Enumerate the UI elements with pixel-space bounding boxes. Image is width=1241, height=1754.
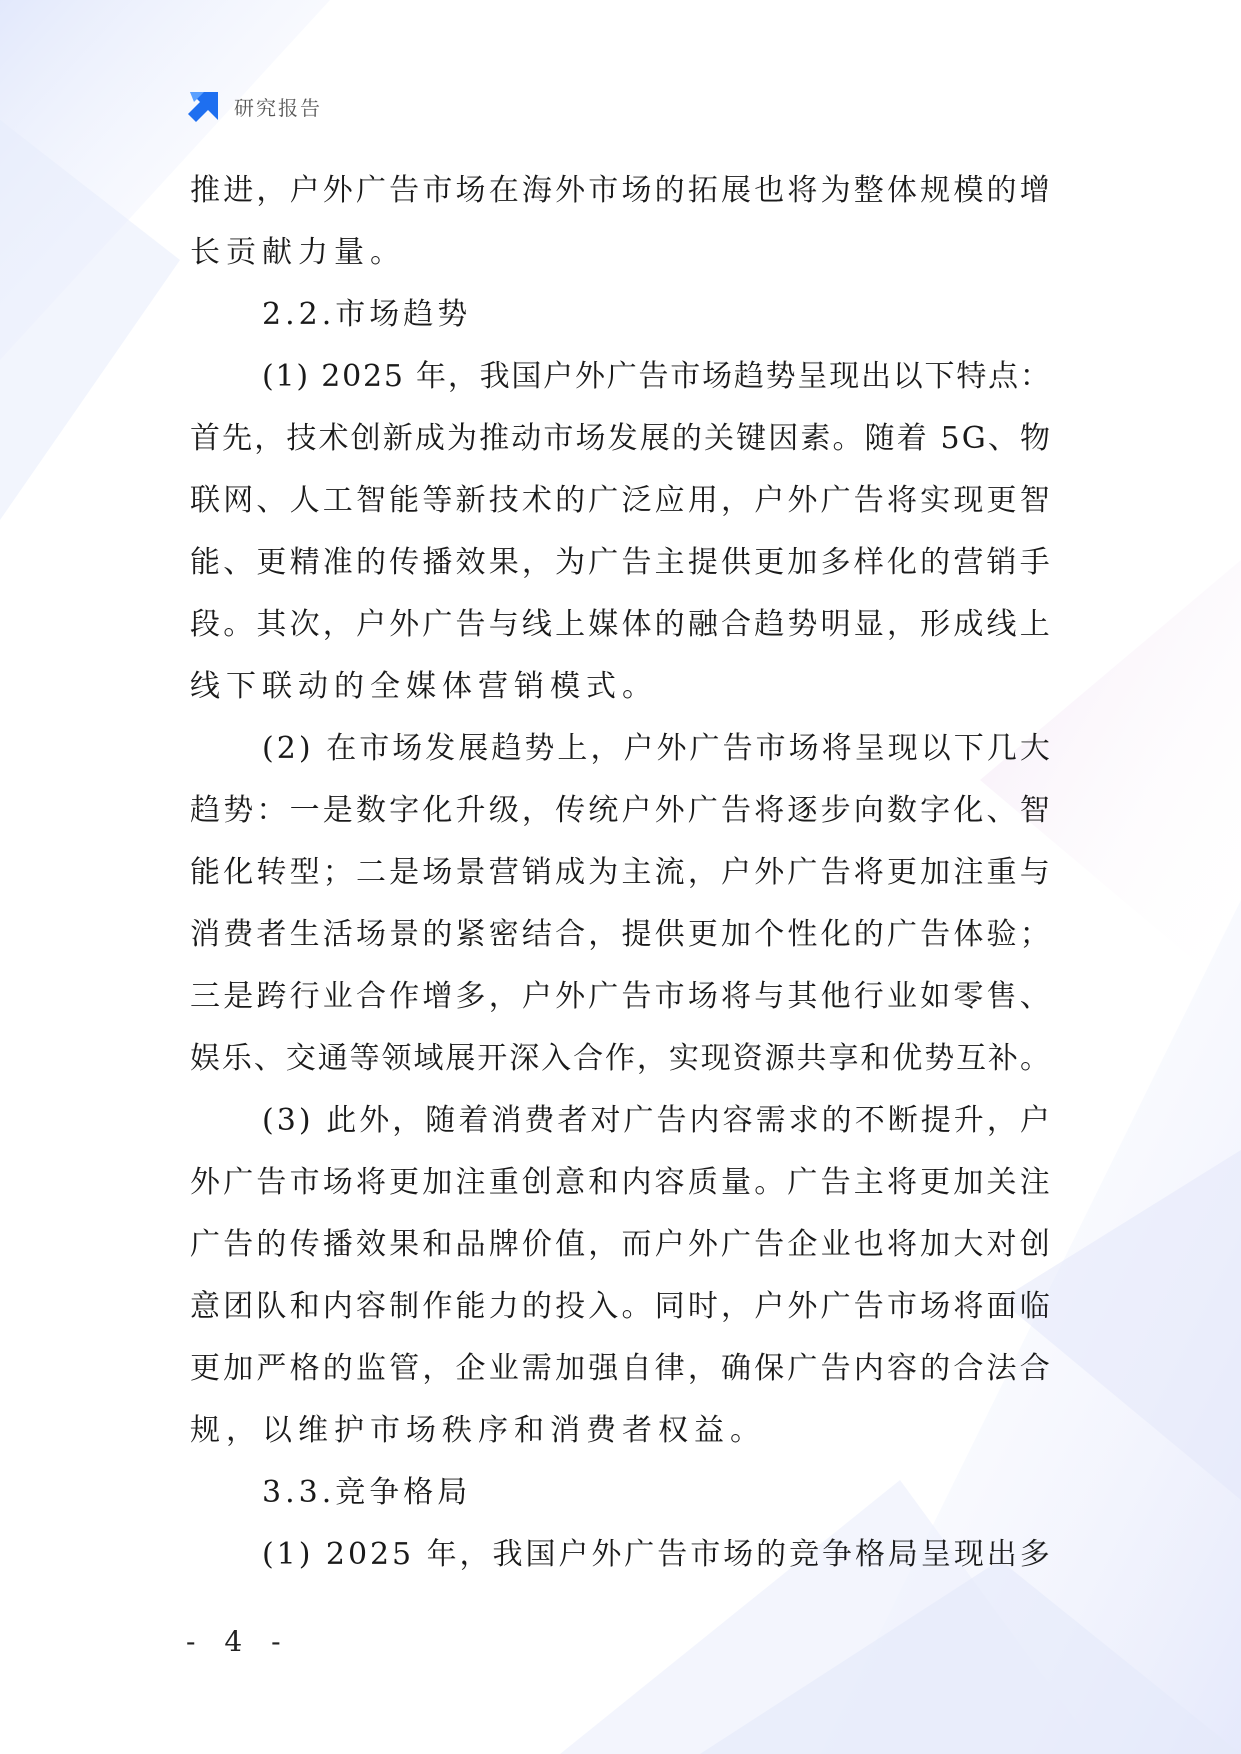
text-line: 线下联动的全媒体营销模式。 xyxy=(190,669,658,704)
header-title: 研究报告 xyxy=(234,95,322,120)
section-heading: 2.2.市场趋势 xyxy=(262,297,472,332)
text-line: 推 进 ， 户 外 广 告 市 场 在 海 外 市 场 的 拓 展 也 将 为 整 体 规 模 的 增 xyxy=(190,173,1050,208)
section-heading: 3.3.竞争格局 xyxy=(262,1475,472,1510)
text-line: 能 、 更 精 准 的 传 播 效 果 ， 为 广 告 主 提 供 更 加 多 样 化 的 营 销 手 xyxy=(190,545,1050,580)
body-text xyxy=(190,160,1050,1586)
text-line: 能 化 转 型 ； 二 是 场 景 营 销 成 为 主 流 ， 户 外 广 告 将 更 加 注 重 与 xyxy=(190,855,1050,890)
text-line: 段 。 其 次 ， 户 外 广 告 与 线 上 媒 体 的 融 合 趋 势 明 显 ， 形 成 线 上 xyxy=(190,607,1050,642)
text-line: 广 告 的 传 播 效 果 和 品 牌 价 值 ， 而 户 外 广 告 企 业 也 将 加 大 对 创 xyxy=(190,1227,1050,1262)
page-number: - 4 - xyxy=(186,1625,291,1658)
text-line: 娱 乐 、 交 通 等 领 域 展 开 深 入 合 作 ， 实 现 资 源 共 享 和 优 势 互 补 。 xyxy=(190,1041,1050,1076)
text-line: ( 1 ) 2 0 2 5 年 ， 我 国 户 外 广 告 市 场 趋 势 呈 现 出 以 下 特 点 ： xyxy=(262,359,1050,394)
text-line: 更 加 严 格 的 监 管 ， 企 业 需 加 强 自 律 ， 确 保 广 告 内 容 的 合 法 合 xyxy=(190,1351,1050,1386)
text-line: 规，以维护市场秩序和消费者权益。 xyxy=(190,1413,766,1448)
text-line: ( 3 ) 此 外 ， 随 着 消 费 者 对 广 告 内 容 需 求 的 不 断 提 升 ， 户 xyxy=(262,1103,1050,1138)
text-line: 三 是 跨 行 业 合 作 增 多 ， 户 外 广 告 市 场 将 与 其 他 行 业 如 零 售 、 xyxy=(190,979,1050,1014)
text-line: 趋 势 ： 一 是 数 字 化 升 级 ， 传 统 户 外 广 告 将 逐 步 向 数 字 化 、 智 xyxy=(190,793,1050,828)
text-line: 联 网 、 人 工 智 能 等 新 技 术 的 广 泛 应 用 ， 户 外 广 告 将 实 现 更 智 xyxy=(190,483,1050,518)
text-line: 外 广 告 市 场 将 更 加 注 重 创 意 和 内 容 质 量 。 广 告 主 将 更 加 关 注 xyxy=(190,1165,1050,1200)
text-line: 意 团 队 和 内 容 制 作 能 力 的 投 入 。 同 时 ， 户 外 广 告 市 场 将 面 临 xyxy=(190,1289,1050,1324)
text-line: 长贡献力量。 xyxy=(190,235,406,270)
text-line: 首 先 ， 技 术 创 新 成 为 推 动 市 场 发 展 的 关 键 因 素 。 随 着 5 G 、 物 xyxy=(190,421,1050,456)
text-line: ( 2 ) 在 市 场 发 展 趋 势 上 ， 户 外 广 告 市 场 将 呈 现 以 下 几 大 xyxy=(262,731,1050,766)
text-line: 消 费 者 生 活 场 景 的 紧 密 结 合 ， 提 供 更 加 个 性 化 的 广 告 体 验 ； xyxy=(190,917,1050,952)
text-line: ( 1 ) 2 0 2 5 年 ， 我 国 户 外 广 告 市 场 的 竞 争 格 局 呈 现 出 多 xyxy=(262,1537,1050,1572)
arrow-logo-icon xyxy=(186,88,222,124)
report-header xyxy=(186,88,322,124)
